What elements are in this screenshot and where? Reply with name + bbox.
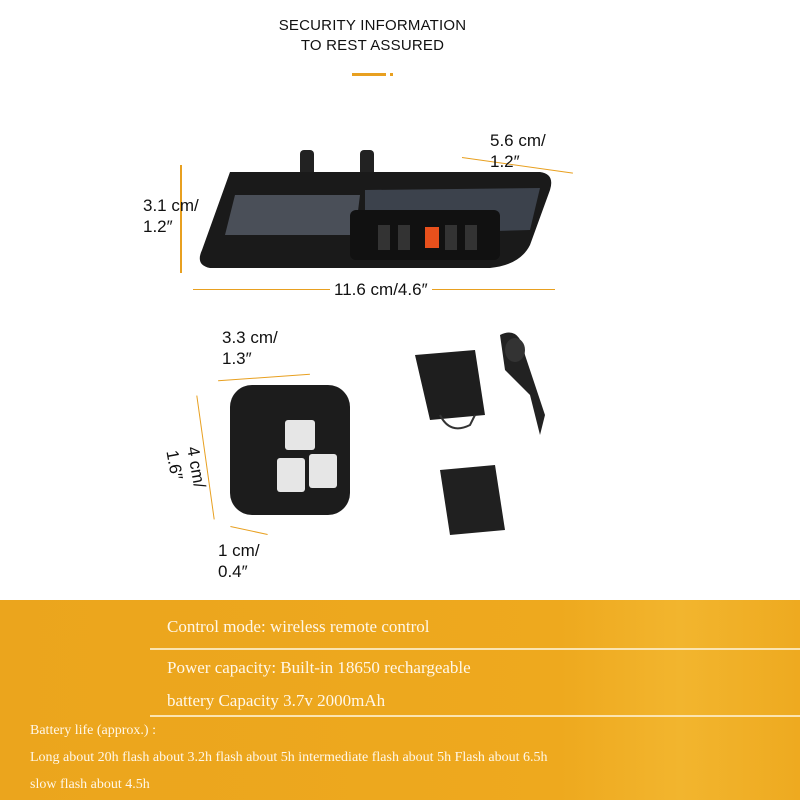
page-title [0, 16, 745, 56]
light-height-label: 3.1 cm/ 1.2″ [143, 196, 199, 236]
mount-parts-image [400, 325, 550, 550]
power-button-icon [425, 227, 439, 248]
remote-image [225, 380, 355, 520]
title-underline-dot [390, 73, 393, 76]
control-mode-text: Control mode: wireless remote control [167, 617, 430, 636]
remote-width-label: 3.3 cm/ 1.3″ [222, 328, 278, 368]
title-line-1: SECURITY INFORMATION [278, 17, 467, 34]
title-underline [352, 73, 386, 76]
battery-life-line-2: slow flash about 4.5h [30, 777, 150, 792]
remote-thickness-label: 1 cm/ 0.4″ [218, 541, 260, 581]
divider [150, 715, 800, 717]
battery-life-label: Battery life (approx.) : [30, 723, 156, 738]
light-depth-label: 5.6 cm/ 1.2″ [490, 131, 546, 171]
divider [150, 648, 800, 650]
battery-life-line-1: Long about 20h flash about 3.2h flash about 5h intermediate flash about 5h Flash about 6.5h [30, 750, 548, 765]
battery-capacity-text: battery Capacity 3.7v 2000mAh [167, 691, 386, 710]
light-length-label: 11.6 cm/4.6″ [330, 279, 432, 300]
title-line-2: TO REST ASSURED [300, 37, 445, 54]
remote-height-label: 4 cm/ 1.6″ [162, 445, 210, 490]
power-capacity-text: Power capacity: Built-in 18650 rechargeable [167, 658, 471, 677]
